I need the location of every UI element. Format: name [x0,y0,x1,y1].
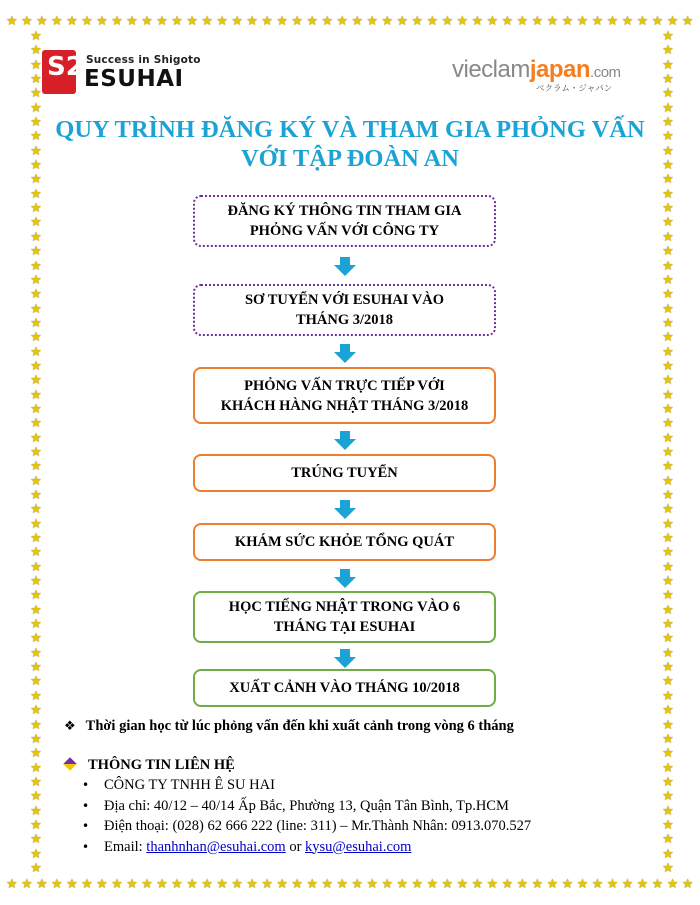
star-icon: ★ [662,100,674,116]
star-icon: ★ [662,416,674,432]
star-icon: ★ [381,14,394,29]
star-icon: ★ [576,877,589,892]
star-icon: ★ [30,57,42,73]
star-icon: ★ [51,14,63,29]
contact-email [80,837,531,858]
star-icon: ★ [30,631,42,647]
star-icon: ★ [621,14,634,29]
star-icon: ★ [662,330,674,346]
star-icon: ★ [201,14,213,29]
star-icon: ★ [561,14,574,29]
step-6-line1: HỌC TIẾNG NHẬT TRONG VÀO 6 [228,599,461,615]
star-icon: ★ [66,877,78,892]
star-icon: ★ [662,244,674,260]
star-icon: ★ [30,574,42,590]
star-icon: ★ [141,14,153,29]
star-icon: ★ [96,877,108,892]
star-icon: ★ [30,129,42,145]
star-icon: ★ [662,746,674,762]
star-icon: ★ [231,877,243,892]
star-icon: ★ [621,877,634,892]
star-icon: ★ [662,473,674,489]
star-icon: ★ [30,143,42,159]
star-icon: ★ [321,14,333,29]
contact-address: • Địa chỉ: 40/12 – 40/14 Ấp Bắc, Phường 13, Quận Tân Bình, Tp.HCM [80,796,531,817]
star-icon: ★ [216,14,228,29]
star-icon: ★ [486,877,499,892]
star-icon: ★ [662,731,674,747]
star-icon: ★ [30,100,42,116]
star-icon: ★ [246,877,258,892]
star-icon: ★ [30,43,42,59]
star-icon: ★ [662,588,674,604]
star-icon: ★ [396,14,409,29]
contact-company: • CÔNG TY TNHH Ê SU HAI [80,775,531,796]
esuhai-logo [42,50,212,96]
star-icon: ★ [30,416,42,432]
star-icon: ★ [366,14,379,29]
star-icon: ★ [662,717,674,733]
star-icon: ★ [30,645,42,661]
star-icon: ★ [591,877,604,892]
star-icon: ★ [306,14,318,29]
star-icon: ★ [426,14,439,29]
step-4-selected [193,454,496,492]
star-icon: ★ [501,877,514,892]
star-icon: ★ [576,14,589,29]
vieclamjapan-logo-part3: .com [590,64,621,81]
star-icon: ★ [662,29,674,44]
star-icon: ★ [662,43,674,59]
star-icon: ★ [246,14,258,29]
star-icon: ★ [126,14,138,29]
star-icon: ★ [666,14,679,29]
star-icon: ★ [30,373,42,389]
star-icon: ★ [261,877,273,892]
star-icon: ★ [111,14,123,29]
star-icon: ★ [231,14,243,29]
star-icon: ★ [30,688,42,704]
star-icon: ★ [30,789,42,805]
star-icon: ★ [30,172,42,188]
star-icon: ★ [662,832,674,848]
step-4-line1: TRÚNG TUYỂN [291,465,398,481]
step-5-health-check [193,523,496,561]
star-icon: ★ [662,846,674,862]
star-icon: ★ [561,877,574,892]
star-icon: ★ [30,516,42,532]
star-icon: ★ [662,803,674,819]
star-icon: ★ [662,115,674,131]
star-icon: ★ [351,877,364,892]
page-title-line1: QUY TRÌNH ĐĂNG KÝ VÀ THAM GIA PHỎNG VẤN [55,116,645,143]
star-icon: ★ [30,358,42,374]
star-icon: ★ [30,244,42,260]
star-icon: ★ [30,459,42,475]
star-icon: ★ [662,430,674,446]
star-icon: ★ [21,14,33,29]
star-icon: ★ [662,229,674,245]
star-icon: ★ [351,14,364,29]
star-icon: ★ [591,14,604,29]
star-icon: ★ [51,877,63,892]
star-icon: ★ [291,14,303,29]
star-icon: ★ [426,877,439,892]
star-icon: ★ [186,14,198,29]
star-icon: ★ [30,315,42,331]
star-icon: ★ [662,143,674,159]
star-icon: ★ [21,877,33,892]
star-icon: ★ [662,272,674,288]
flow-arrow-5 [334,569,356,589]
star-icon: ★ [441,14,454,29]
step-3-line2: KHÁCH HÀNG NHẬT THÁNG 3/2018 [220,397,469,414]
flow-arrow-6 [334,649,356,669]
star-icon: ★ [662,387,674,403]
star-icon: ★ [662,344,674,360]
star-icon: ★ [30,860,42,876]
star-icon: ★ [662,688,674,704]
vieclamjapan-logo-part1: vieclam [452,56,530,83]
diamond-bullet-icon: ❖ [64,719,76,734]
star-icon: ★ [441,877,454,892]
star-icon: ★ [216,877,228,892]
star-icon: ★ [156,14,168,29]
esuhai-name: ESUHAI [84,66,184,92]
star-icon: ★ [30,72,42,88]
star-icon: ★ [662,789,674,805]
star-icon: ★ [30,344,42,360]
star-icon: ★ [662,660,674,676]
star-icon: ★ [30,602,42,618]
contact-list [80,775,531,857]
star-icon: ★ [30,186,42,202]
star-icon: ★ [30,287,42,303]
flow-arrow-1 [334,257,356,277]
star-icon: ★ [30,588,42,604]
star-icon: ★ [606,877,619,892]
star-icon: ★ [662,129,674,145]
page-title-line2: VỚI TẬP ĐOÀN AN [240,145,460,172]
star-icon: ★ [6,877,18,892]
star-icon: ★ [662,57,674,73]
star-icon: ★ [662,774,674,790]
star-icon: ★ [662,645,674,661]
star-icon: ★ [662,516,674,532]
star-icon: ★ [681,877,694,892]
star-icon: ★ [651,14,664,29]
star-icon: ★ [662,287,674,303]
star-icon: ★ [662,631,674,647]
star-icon: ★ [30,760,42,776]
star-icon: ★ [456,14,469,29]
star-icon: ★ [662,574,674,590]
esuhai-tagline: Success in Shigoto [86,54,201,66]
star-icon: ★ [662,602,674,618]
star-icon: ★ [201,877,213,892]
star-icon: ★ [516,877,529,892]
star-icon: ★ [30,531,42,547]
page-title [40,115,660,173]
star-icon: ★ [336,877,348,892]
star-icon: ★ [30,201,42,217]
star-icon: ★ [606,14,619,29]
star-icon: ★ [662,315,674,331]
step-6-japanese-study [193,591,496,643]
star-icon: ★ [486,14,499,29]
step-3-interview [193,367,496,424]
arrow-bullet-icon [63,757,77,771]
star-icon: ★ [30,86,42,102]
star-icon: ★ [662,301,674,317]
star-icon: ★ [651,877,664,892]
vieclamjapan-logo [452,56,662,96]
star-icon: ★ [411,877,424,892]
star-icon: ★ [66,14,78,29]
step-1-registration [193,195,496,247]
star-icon: ★ [662,258,674,274]
step-6-line2: THÁNG TẠI ESUHAI [273,619,416,635]
star-icon: ★ [81,14,93,29]
star-icon: ★ [30,774,42,790]
star-icon: ★ [396,877,409,892]
star-icon: ★ [366,877,379,892]
star-icon: ★ [96,14,108,29]
star-icon: ★ [636,14,649,29]
step-2-screening [193,284,496,336]
star-icon: ★ [662,674,674,690]
star-icon: ★ [156,877,168,892]
vieclamjapan-logo-part2: japan [529,56,591,83]
star-icon: ★ [30,430,42,446]
star-icon: ★ [30,559,42,575]
star-icon: ★ [30,29,42,44]
flow-arrow-4 [334,500,356,520]
esuhai-logo-mark [42,50,84,94]
star-icon: ★ [662,373,674,389]
star-icon: ★ [30,115,42,131]
star-icon: ★ [186,877,198,892]
contact-email-separator: or [289,838,302,855]
email-link-thanhnhan[interactable]: thanhnhan@esuhai.com [146,838,286,855]
star-icon: ★ [30,846,42,862]
star-icon: ★ [81,877,93,892]
star-icon: ★ [456,877,469,892]
star-icon: ★ [662,760,674,776]
flow-arrow-3 [334,431,356,451]
star-icon: ★ [126,877,138,892]
star-icon: ★ [171,877,183,892]
star-icon: ★ [30,660,42,676]
star-icon: ★ [662,703,674,719]
star-border-bottom [0,878,700,894]
contact-email-label: Email: [104,838,143,855]
star-icon: ★ [662,617,674,633]
star-icon: ★ [662,401,674,417]
contact-phone: • Điện thoại: (028) 62 666 222 (line: 311) – Mr.Thành Nhân: 0913.070.527 [80,816,531,837]
step-2-line2: THÁNG 3/2018 [295,312,394,328]
star-icon: ★ [30,502,42,518]
star-icon: ★ [30,832,42,848]
star-icon: ★ [471,877,484,892]
star-icon: ★ [30,617,42,633]
star-icon: ★ [381,877,394,892]
star-icon: ★ [30,301,42,317]
step-7-departure [193,669,496,707]
star-border-right [660,30,676,875]
star-icon: ★ [30,488,42,503]
star-icon: ★ [30,158,42,174]
star-icon: ★ [30,674,42,690]
star-icon: ★ [662,444,674,460]
contact-heading-text: THÔNG TIN LIÊN HỆ [88,757,235,773]
step-3-line1: PHỎNG VẤN TRỰC TIẾP VỚI [244,377,445,394]
star-icon: ★ [662,559,674,575]
star-icon: ★ [111,877,123,892]
vieclamjapan-logo-subtitle: ベクラム・ジャパン [536,84,613,94]
star-icon: ★ [516,14,529,29]
star-icon: ★ [662,860,674,876]
star-icon: ★ [531,877,544,892]
step-2-line1: SƠ TUYỂN VỚI ESUHAI VÀO [244,292,445,308]
star-icon: ★ [662,215,674,231]
star-icon: ★ [411,14,424,29]
star-icon: ★ [662,158,674,174]
study-duration-note [64,718,514,735]
star-icon: ★ [336,14,348,29]
star-icon: ★ [662,358,674,374]
star-icon: ★ [321,877,333,892]
step-1-line2: PHỎNG VẤN VỚI CÔNG TY [249,223,440,239]
star-icon: ★ [471,14,484,29]
star-icon: ★ [36,14,48,29]
star-icon: ★ [662,531,674,547]
star-icon: ★ [276,877,288,892]
star-icon: ★ [662,86,674,102]
study-duration-text: Thời gian học từ lúc phỏng vấn đến khi xuất cảnh trong vòng 6 tháng [85,718,514,734]
star-icon: ★ [30,401,42,417]
star-icon: ★ [662,186,674,202]
star-icon: ★ [30,473,42,489]
star-icon: ★ [291,877,303,892]
star-icon: ★ [662,459,674,475]
star-icon: ★ [30,803,42,819]
star-icon: ★ [662,545,674,561]
star-icon: ★ [30,330,42,346]
step-5-line1: KHÁM SỨC KHỎE TỔNG QUÁT [234,534,455,550]
star-icon: ★ [531,14,544,29]
email-link-kysu[interactable]: kysu@esuhai.com [305,838,412,855]
star-icon: ★ [30,444,42,460]
star-icon: ★ [261,14,273,29]
star-icon: ★ [30,272,42,288]
star-icon: ★ [662,172,674,188]
star-icon: ★ [171,14,183,29]
star-icon: ★ [666,877,679,892]
star-icon: ★ [662,488,674,503]
star-icon: ★ [30,215,42,231]
star-border-top [0,15,700,31]
star-icon: ★ [30,545,42,561]
star-icon: ★ [30,229,42,245]
step-7-line1: XUẤT CẢNH VÀO THÁNG 10/2018 [229,680,460,696]
star-icon: ★ [546,877,559,892]
star-icon: ★ [501,14,514,29]
star-icon: ★ [30,703,42,719]
step-1-line1: ĐĂNG KÝ THÔNG TIN THAM GIA [227,203,462,219]
star-icon: ★ [662,201,674,217]
star-icon: ★ [30,258,42,274]
star-icon: ★ [30,387,42,403]
contact-heading [64,757,235,774]
star-icon: ★ [636,877,649,892]
star-icon: ★ [36,877,48,892]
flow-arrow-2 [334,344,356,364]
star-icon: ★ [30,717,42,733]
star-icon: ★ [662,817,674,833]
star-icon: ★ [662,502,674,518]
star-icon: ★ [681,14,694,29]
star-icon: ★ [546,14,559,29]
star-icon: ★ [6,14,18,29]
star-icon: ★ [30,731,42,747]
star-icon: ★ [662,72,674,88]
star-icon: ★ [30,817,42,833]
star-icon: ★ [276,14,288,29]
star-icon: ★ [306,877,318,892]
star-icon: ★ [30,746,42,762]
star-icon: ★ [141,877,153,892]
esuhai-logo-mark-text: S2 [47,52,84,82]
